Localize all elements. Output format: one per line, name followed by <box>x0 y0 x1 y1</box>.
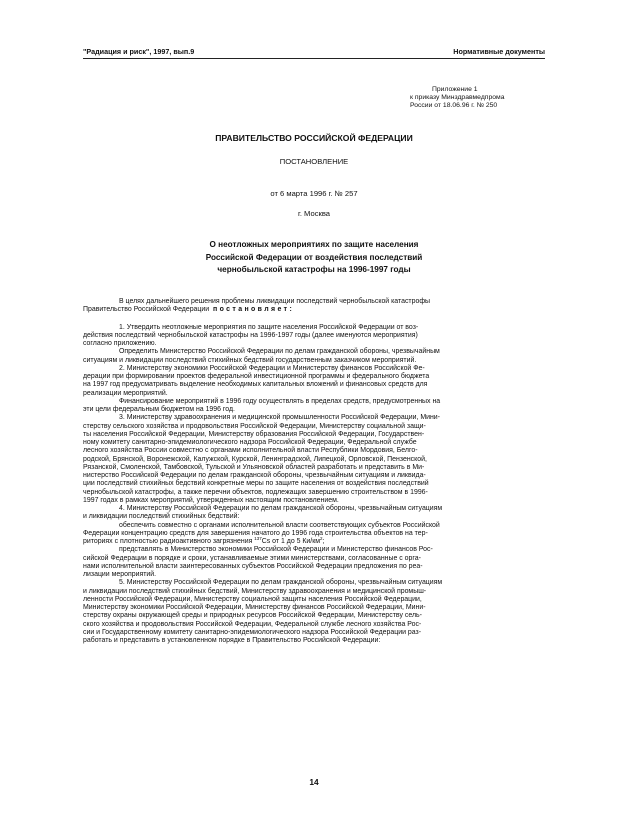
body-lines <box>83 324 545 539</box>
decree-date-number: от 6 марта 1996 г. № 257 <box>270 189 358 198</box>
body-line: Федерации концентрацию средств для завершения начатого до 1996 года строительства объектов на тер- <box>83 529 428 537</box>
cs-text-after: ; <box>322 538 325 545</box>
body-line: ции последствий стихийных бедствий конкретные меры по защите населения от воздействия последствий <box>83 480 429 488</box>
government-heading: ПРАВИТЕЛЬСТВО РОССИЙСКОЙ ФЕДЕРАЦИИ <box>215 133 413 143</box>
body-line: эти цели федеральным бюджетом на 1996 год. <box>83 406 235 413</box>
decree-title <box>83 239 545 277</box>
intro-line <box>83 306 545 314</box>
body-line: обеспечить совместно с органами исполнительной власти соответствующих субъектов Российской <box>119 521 440 529</box>
title-line: чернобыльской катастрофы на 1996-1997 годы <box>217 265 411 274</box>
body-line: чернобыльской катастрофы, а также перечни объектов, подлежащих завершению строительством в 1996- <box>83 488 428 496</box>
body-line: дерации при формировании проектов федеральной инвестиционной программы и федерального бюджета <box>83 373 430 380</box>
cs-exponent: 2 <box>320 536 323 541</box>
decree-body <box>83 298 545 645</box>
body-line: реализации мероприятий. <box>83 389 168 397</box>
body-line: 2. Министерству экономики Российской Федерации и Министерству финансов Российской Фе- <box>119 364 425 372</box>
body-lines-continued <box>83 546 545 645</box>
body-line: Рязанской, Смоленской, Тамбовской, Тульской и Ульяновской областей разработать и представить в Ми- <box>83 463 425 471</box>
intro-subject: Правительство Российской Федерации <box>83 306 210 314</box>
appendix-line: Приложение 1 <box>432 86 478 93</box>
body-line: нами исполнительной власти заинтересованных субъектов Российской Федерации предложения по реа- <box>83 562 423 570</box>
appendix-line: к приказу Минздравмедпрома <box>410 94 505 102</box>
cs-mass-number: 137 <box>254 536 262 541</box>
body-line: ского хозяйства и продовольствия Российской Федерации, Федеральной службе лесного хозяйства Рос- <box>83 620 422 628</box>
body-line: ситуациям и ликвидации последствий стихийных бедствий государственным заказчиком мероприятий. <box>83 356 417 364</box>
body-line: на 1997 год предусматривать выделение необходимых капитальных вложений и финансовых средств для <box>83 381 428 389</box>
appendix-note <box>410 86 550 111</box>
header-divider <box>83 58 545 59</box>
body-line: работать и представить в установленном порядке в Правительство Российской Федерации: <box>83 637 381 644</box>
body-line: и ликвидации последствий стихийных бедствий, Министерству здравоохранения и медицинской промыш- <box>83 587 427 595</box>
body-line: сии и Государственному комитету санитарно-эпидемиологического надзора Российской Федерации раз- <box>83 628 422 636</box>
body-line-cs <box>83 538 545 546</box>
body-line: и ликвидации последствий стихийных бедствий: <box>83 513 240 521</box>
body-line: лесного хозяйства России совместно с органами исполнительной власти Республики Мордовия, Белго- <box>83 447 418 455</box>
page-number: 14 <box>309 777 319 787</box>
body-line: ному комитету санитарно-эпидемиологического надзора Российской Федерации, Федеральной службе <box>83 439 417 446</box>
journal-title: "Радиация и риск", 1997, вып.9 <box>83 47 195 56</box>
appendix-line: России от 18.06.96 г. № 250 <box>410 102 498 110</box>
body-line: 1997 годах в рамках мероприятий, утвержденных настоящим постановлением. <box>83 496 339 504</box>
resolves-word: постановляет: <box>213 306 295 314</box>
body-line: 5. Министерству Российской Федерации по делам гражданской обороны, чрезвычайным ситуациям <box>119 579 443 587</box>
title-line: Российской Федерации от воздействия последствий <box>205 252 423 262</box>
cs-text-mid: Cs от 1 до 5 Ки/км <box>261 538 321 545</box>
body-line: ты населения Российской Федерации, Министерству образования Российской Федерации, Государствен- <box>83 430 425 438</box>
body-line: действия последствий чернобыльской катастрофы на 1996-1997 годы (далее именуются мероприятия) <box>83 331 418 339</box>
intro-line: В целях дальнейшего решения проблемы ликвидации последствий чернобыльской катастрофы <box>119 298 431 305</box>
body-line: 4. Министерству Российской Федерации по делам гражданской обороны, чрезвычайным ситуациям <box>119 505 443 512</box>
decree-type: ПОСТАНОВЛЕНИЕ <box>279 157 349 166</box>
body-line: согласно приложению. <box>83 340 157 347</box>
title-line: О неотложных мероприятиях по защите населения <box>209 240 419 249</box>
body-line: лизации мероприятий. <box>83 571 157 578</box>
body-line: 1. Утвердить неотложные мероприятия по защите населения Российской Федерации от воз- <box>119 323 419 331</box>
section-title: Нормативные документы <box>453 47 545 56</box>
decree-city: г. Москва <box>298 209 330 218</box>
body-line: сийской Федерации в порядке и сроки, устанавливаемые этими министерствами, согласованные с орга- <box>83 554 421 562</box>
body-line: нистерство Российской Федерации по делам гражданской обороны, чрезвычайным ситуациям и ликвида- <box>83 472 426 479</box>
body-line: стерству охраны окружающей среды и природных ресурсов Российской Федерации, Министерству сель- <box>83 612 422 620</box>
body-line: стерству сельского хозяйства и продовольствия Российской Федерации, Министерству социальной защи- <box>83 422 426 430</box>
body-line: ленности Российской Федерации, Министерству социальной защиты населения Российской Федерации, <box>83 595 422 603</box>
body-line: представлять в Министерство экономики Российской Федерации и Министерство финансов Рос- <box>119 546 433 554</box>
body-line: Определить Министерство Российской Федерации по делам гражданской обороны, чрезвычайным <box>119 348 440 356</box>
body-line: Финансирование мероприятий в 1996 году осуществлять в пределах средств, предусмотренных на <box>119 397 441 405</box>
body-line: родской, Брянской, Воронежской, Калужской, Курской, Ленинградской, Липецкой, Орловской, Пензенской, <box>83 455 427 463</box>
body-line: Министерству экономики Российской Федерации, Министерству финансов Российской Федерации, Мини- <box>83 604 426 611</box>
cs-text-before: риториях с плотностью радиоактивного загрязнения <box>83 538 255 545</box>
body-line: 3. Министерству здравоохранения и медицинской промышленности Российской Федерации, Мини- <box>119 414 440 422</box>
